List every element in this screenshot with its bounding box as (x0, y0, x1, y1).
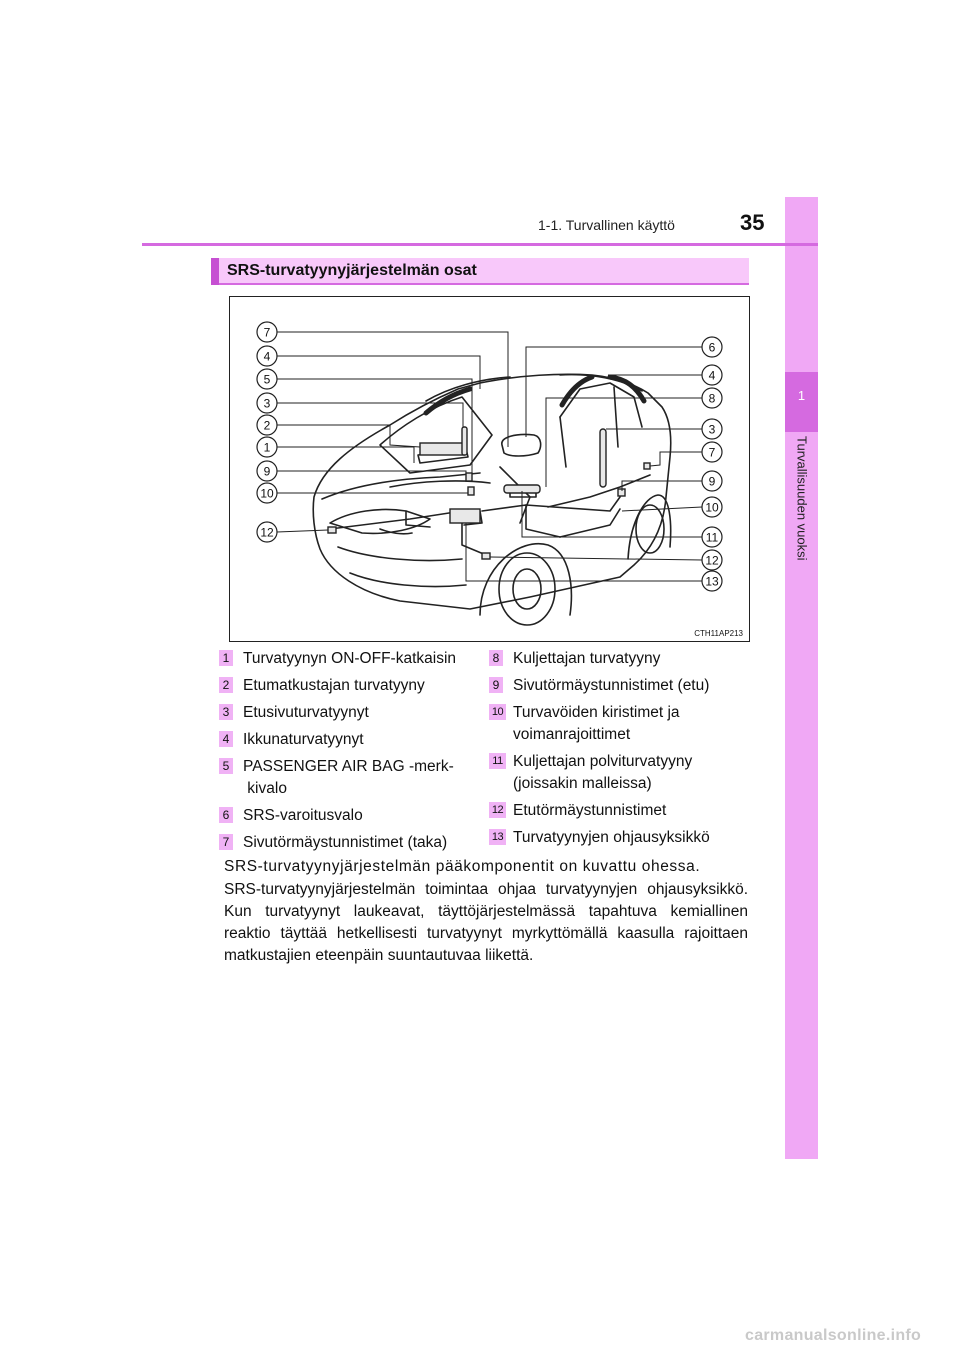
callout-left-12 (257, 522, 277, 542)
legend-item (489, 751, 759, 795)
airbag-system-figure (229, 296, 750, 642)
legend-item (489, 648, 759, 670)
body-paragraph-1: SRS-turvatyynyjärjestelmän pääkomponentit on kuvattu ohessa. (224, 858, 701, 875)
callout-number: 9 (263, 464, 271, 479)
legend-left-column (219, 648, 489, 859)
callout-number: 4 (263, 349, 271, 364)
callout-number: 12 (705, 553, 719, 568)
legend-item (219, 648, 489, 670)
legend-number-badge: 12 (489, 802, 506, 818)
watermark: carmanualsonline.info (745, 1327, 922, 1344)
body-paragraph-2: SRS-turvatyynyjärjestelmän toimintaa ohjaa turvatyynyjen ohjausyksikkö. Kun turvatyynyt laukeavat, täyttöjärjestelmässä tapahtuva kemiallinen reaktio täyttää hetkellisesti turvatyynyt myrkyttömällä kaasulla rajoittaen matkustajien eteenpäin suuntautuvaa liikettä. (224, 881, 748, 964)
legend-number-badge: 5 (219, 758, 233, 774)
legend-item (219, 675, 489, 697)
legend-text: Sivutörmäystunnistimet (etu) (513, 677, 710, 694)
legend-number-badge: 3 (219, 704, 233, 720)
legend-text: Kuljettajan turvatyyny (513, 650, 661, 667)
legend-number-badge: 4 (219, 731, 233, 747)
callout-right-3 (702, 419, 722, 439)
callout-number: 4 (708, 368, 716, 383)
callout-left-1 (257, 437, 277, 457)
callout-number: 3 (263, 396, 271, 411)
legend-text: Etumatkustajan turvatyyny (243, 677, 425, 694)
header-rule (142, 243, 818, 246)
callout-right-7 (702, 442, 722, 462)
legend-number-badge: 6 (219, 807, 233, 823)
legend-text: Turvatyynyn ON-OFF-katkaisin (243, 650, 457, 667)
callout-left-9 (257, 461, 277, 481)
legend-text: Turvavöiden kiristimet ja voimanrajoittimet (513, 704, 680, 743)
callout-right-13 (702, 571, 722, 591)
chapter-number: 1 (797, 388, 806, 403)
legend-text: Sivutörmäystunnistimet (taka) (243, 834, 448, 851)
callout-number: 9 (708, 474, 716, 489)
section-title-bar (211, 258, 219, 285)
legend-text: Etutörmäystunnistimet (513, 802, 667, 819)
legend-number-badge: 8 (489, 650, 503, 666)
chapter-side-tab (785, 197, 818, 1159)
callout-left-3 (257, 393, 277, 413)
legend-text: Turvatyynyjen ohjausyksikkö (513, 829, 710, 846)
callout-right-11 (702, 527, 722, 547)
legend-item (219, 805, 489, 827)
callout-number: 10 (260, 486, 274, 501)
legend-number-badge: 10 (489, 704, 506, 720)
chapter-title: Turvallisuuden vuoksi (794, 436, 810, 561)
legend-text: Ikkunaturvatyynyt (243, 731, 364, 748)
page-number: 35 (740, 210, 765, 235)
legend-item (489, 800, 759, 822)
chapter-title-wrap (786, 436, 816, 636)
callout-number: 7 (263, 325, 271, 340)
callout-right-6 (702, 337, 722, 357)
legend-item (219, 729, 489, 751)
legend-text: Etusivuturvatyynyt (243, 704, 369, 721)
callout-number: 12 (260, 525, 274, 540)
callout-number: 1 (263, 440, 271, 455)
legend-number-badge: 9 (489, 677, 503, 693)
callout-right-10 (702, 497, 722, 517)
callout-number: 2 (263, 418, 271, 433)
callout-left-7 (257, 322, 277, 342)
callout-number: 8 (708, 391, 716, 406)
callout-right-12 (702, 550, 722, 570)
callout-number: 3 (708, 422, 716, 437)
callout-right-9 (702, 471, 722, 491)
legend-item (489, 702, 759, 746)
legend-number-badge: 11 (489, 753, 506, 769)
body-text (224, 856, 748, 968)
figure-code: CTH11AP213 (694, 629, 743, 638)
callout-right-8 (702, 388, 722, 408)
legend-item (219, 832, 489, 854)
section-title: SRS-turvatyynyjärjestelmän osat (227, 262, 477, 279)
callout-left-2 (257, 415, 277, 435)
legend-number-badge: 13 (489, 829, 506, 845)
legend-item (219, 702, 489, 724)
callout-number: 10 (705, 500, 719, 515)
header-section-title: 1-1. Turvallinen käyttö (538, 217, 675, 233)
callout-left-5 (257, 369, 277, 389)
legend-text: SRS-varoitusvalo (243, 807, 363, 824)
legend-right-column (489, 648, 759, 854)
callout-number: 7 (708, 445, 716, 460)
callout-left-4 (257, 346, 277, 366)
legend-text: Kuljettajan polviturvatyyny (joissakin malleissa) (513, 753, 693, 792)
legend-item (489, 827, 759, 849)
legend-text: PASSENGER AIR BAG -merk- kivalo (243, 758, 454, 797)
legend-number-badge: 1 (219, 650, 233, 666)
callout-number: 13 (705, 574, 719, 589)
callout-number: 11 (705, 530, 719, 545)
legend-number-badge: 7 (219, 834, 233, 850)
callout-number: 6 (708, 340, 716, 355)
callout-right-4 (702, 365, 722, 385)
callout-left-10 (257, 483, 277, 503)
legend-item (489, 675, 759, 697)
figure-callouts (230, 297, 748, 640)
callout-number: 5 (263, 372, 271, 387)
legend-number-badge: 2 (219, 677, 233, 693)
legend-item (219, 756, 489, 800)
